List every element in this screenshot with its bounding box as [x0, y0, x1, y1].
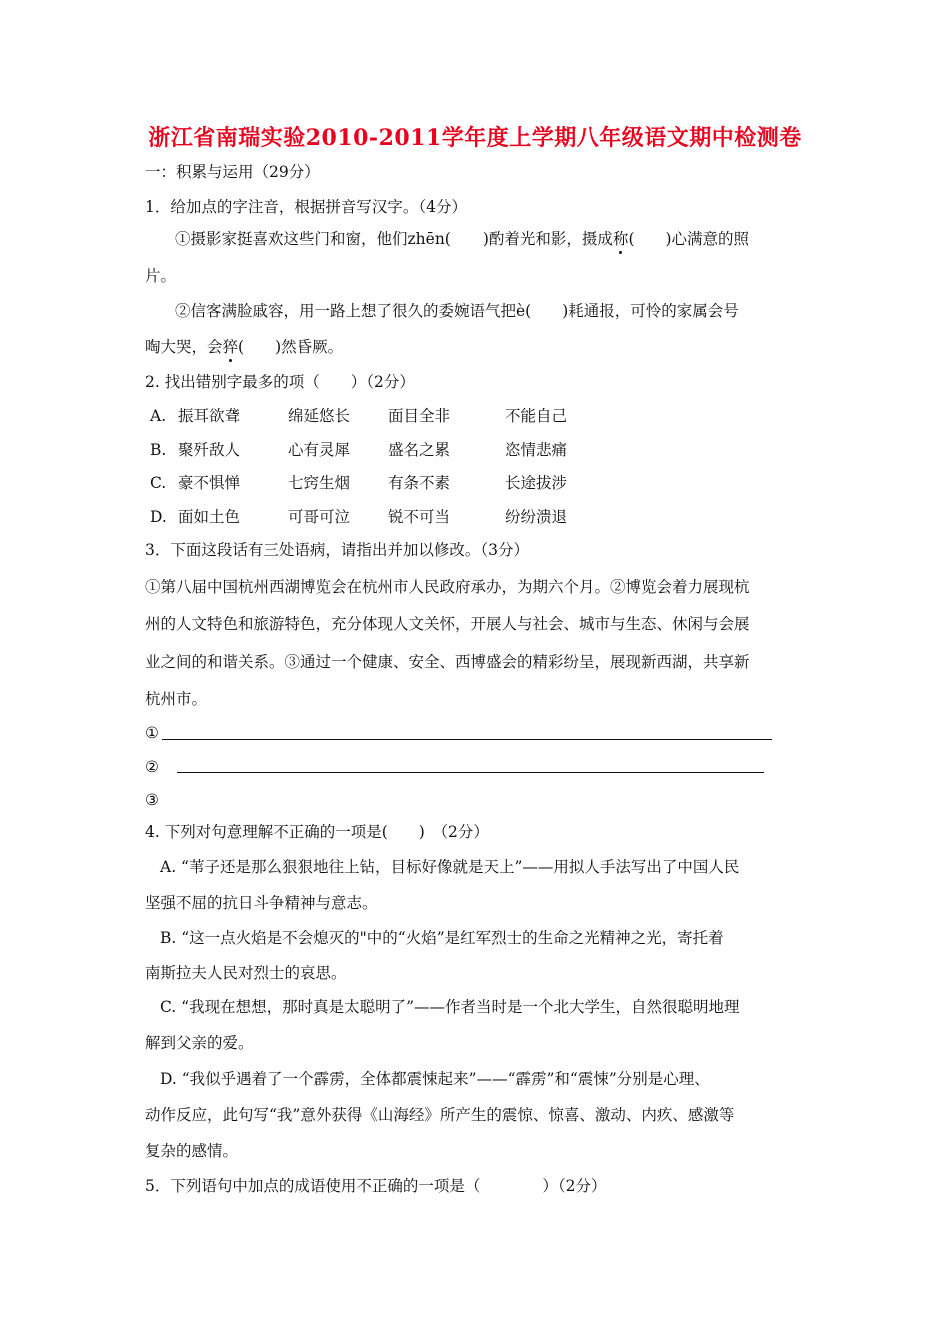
option-item: 有条不素 [388, 474, 451, 492]
q1-line1-part-c: ( )心满意的照 [628, 230, 750, 248]
q1-line4 [145, 337, 343, 357]
q4-option-c: C. “我现在想想，那时真是太聪明了”——作者当时是一个北大学生，自然很聪明地理 [160, 998, 740, 1016]
section-heading: 一：积累与运用（29分） [145, 163, 320, 181]
q4-option-c-cont: 解到父亲的爱。 [145, 1034, 254, 1052]
q3-paragraph-line: ①第八届中国杭州西湖博览会在杭州市人民政府承办，为期六个月。②博览会着力展现杭 [145, 578, 750, 596]
q1-line1 [175, 229, 749, 249]
q3-paragraph-line: 杭州市。 [145, 690, 208, 708]
answer-marker: ① [145, 724, 159, 742]
option-label: D. [150, 508, 167, 526]
q1-line4-part-a: 啕大哭，会 [145, 338, 223, 356]
option-item: 不能自己 [505, 407, 568, 425]
option-item: 盛名之累 [388, 441, 451, 459]
option-item: 七窍生烟 [288, 474, 351, 492]
q4-stem: 4. 下列对句意理解不正确的一项是( ) （2分） [145, 823, 489, 841]
option-item: 聚歼敌人 [178, 441, 241, 459]
option-item: 纷纷溃退 [505, 508, 568, 526]
q4-option-a: A. “苇子还是那么狠狠地往上钻，目标好像就是天上”——用拟人手法写出了中国人民 [160, 858, 740, 876]
dotted-char: 猝 [222, 338, 239, 356]
exam-title: 浙江省南瑞实验2010-2011学年度上学期八年级语文期中检测卷 [148, 125, 802, 151]
q1-line2: 片。 [145, 267, 177, 285]
q1-line3: ②信客满脸戚容，用一路上想了很久的委婉语气把è( )耗通报，可怜的家属会号 [175, 302, 739, 320]
answer-marker: ② [145, 758, 159, 776]
option-item: 绵延悠长 [288, 407, 351, 425]
answer-line[interactable] [162, 739, 772, 740]
option-item: 心有灵犀 [288, 441, 351, 459]
option-item: 面目全非 [388, 407, 451, 425]
q1-line1-part-b: )酌着光和影，摄成 [482, 230, 613, 248]
q2-stem: 2. 找出错别字最多的项（ ）（2分） [145, 373, 415, 391]
q3-paragraph-line: 业之间的和谐关系。③通过一个健康、安全、西博盛会的精彩纷呈，展现新西湖，共享新 [145, 653, 750, 671]
option-item: 面如土色 [178, 508, 241, 526]
answer-line[interactable] [177, 772, 764, 773]
dotted-char: 称 [612, 230, 629, 248]
q1-line4-part-b: ( )然昏厥。 [238, 338, 344, 356]
option-item: 恣情悲痛 [505, 441, 568, 459]
option-item: 振耳欲聋 [178, 407, 241, 425]
option-item: 长途拔涉 [505, 474, 568, 492]
option-item: 可哥可泣 [288, 508, 351, 526]
q5-stem: 5．下列语句中加点的成语使用不正确的一项是（ ）（2分） [145, 1177, 607, 1195]
q4-option-d: D. “我似乎遇着了一个霹雳，全体都震悚起来”——“霹雳”和“震悚”分别是心理、 [160, 1070, 710, 1088]
option-label: C. [150, 474, 167, 492]
option-label: A. [150, 407, 167, 425]
option-item: 锐不可当 [388, 508, 451, 526]
q4-option-b-cont: 南斯拉夫人民对烈士的哀思。 [145, 964, 347, 982]
q4-option-d-cont: 动作反应，此句写“我”意外获得《山海经》所产生的震惊、惊喜、激动、内疚、感激等 [145, 1106, 735, 1124]
q3-stem: 3．下面这段话有三处语病，请指出并加以修改。（3分） [145, 541, 529, 559]
q1-line1-part-a: ①摄影家挺喜欢这些门和窗，他们zhēn( [175, 230, 451, 248]
option-item: 豪不惧惮 [178, 474, 241, 492]
q4-option-d-cont: 复杂的感情。 [145, 1142, 239, 1160]
q4-option-a-cont: 坚强不屈的抗日斗争精神与意志。 [145, 894, 378, 912]
q3-paragraph-line: 州的人文特色和旅游特色，充分体现人文关怀，开展人与社会、城市与生态、休闲与会展 [145, 615, 750, 633]
answer-marker: ③ [145, 791, 159, 809]
option-label: B. [150, 441, 167, 459]
q1-stem: 1．给加点的字注音，根据拼音写汉字。（4分） [145, 198, 467, 216]
q4-option-b: B. “这一点火焰是不会熄灭的"中的“火焰”是红军烈士的生命之光精神之光，寄托着 [160, 929, 724, 947]
